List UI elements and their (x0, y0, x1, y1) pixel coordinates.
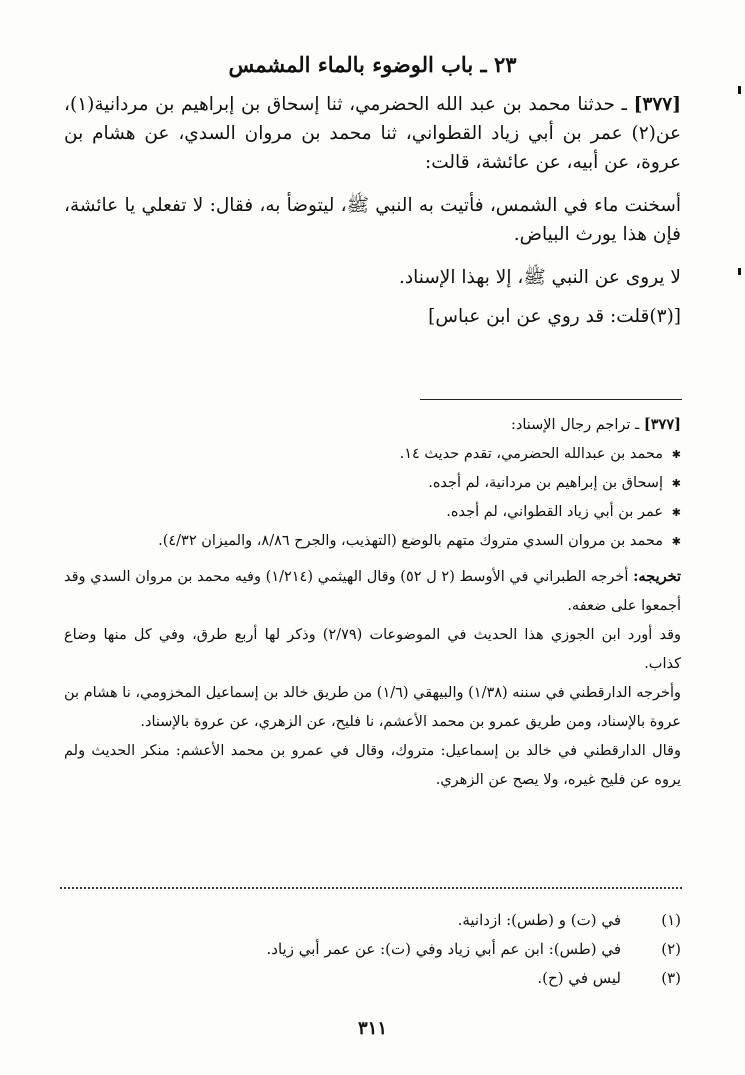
notes-heading-text: ـ تراجم رجال الإسناد: (511, 417, 640, 433)
notes-paragraph: وقال الدارقطني في خالد بن إسماعيل: متروك، وقال في عمرو بن محمد الأعشم: منكر الحديث ولم يروه عن فليح غيره، ولا يصح عن الزهري. (64, 743, 681, 788)
scan-edge-mark (738, 86, 741, 94)
scan-edge-mark (738, 268, 741, 275)
footnote-number: (١) (661, 911, 681, 929)
takhrij-paragraph (64, 562, 681, 621)
takhrij-label: تخريجه: (633, 568, 681, 585)
takhrij-text: أخرجه الطبراني في الأوسط (٢ ل ٥٢) وقال الهيثمي (١/٢١٤) وفيه محمد بن مروان السدي وقد أجمعوا على ضعفه. (64, 569, 681, 614)
notes-paragraph: وأخرجه الدارقطني في سننه (١/٣٨) والبيهقي (١/٦) من طريق خالد بن إسماعيل المخزومي، نا هشام بن عروة بالإسناد، ومن طريق عمرو بن محمد الأعشم، نا فليح، عن الزهري، عن عروة بالإسناد. (64, 685, 681, 730)
narrator-item: ✱ محمد بن مروان السدي متروك متهم بالوضع (التهذيب، والجرح ٨/٨٦، والميزان ٤/٣٢). (64, 527, 663, 556)
chapter-title: ٢٣ ـ باب الوضوء بالماء المشمس (228, 52, 517, 77)
isnad-paragraph (64, 90, 681, 177)
footnote-text: ليس في (ح). (537, 969, 621, 987)
footnotes (64, 906, 681, 993)
footnote-row (64, 964, 681, 993)
footnote-number: (٣) (661, 969, 681, 987)
notes-heading-number: [٣٧٧] (643, 416, 681, 433)
notes-heading (64, 410, 681, 440)
hadith-qultu: [(٣)قلت: قد روي عن ابن عباس] (428, 306, 681, 327)
narrator-item: ✱ عمر بن أبي زياد القطواني، لم أجده. (64, 498, 663, 527)
notes-paragraph: وقد أورد ابن الجوزي هذا الحديث في الموضوعات (٢/٧٩) وذكر لها أربع طرق، وفي كل منها وضاع كذاب. (64, 627, 682, 672)
commentary-notes (64, 410, 681, 795)
separator-line (420, 399, 682, 400)
footnote-number: (٢) (661, 940, 681, 958)
footnote-row (64, 906, 681, 935)
narrator-list (64, 440, 681, 556)
footnote-separator (60, 887, 682, 889)
hadith-isnad: ـ حدثنا محمد بن عبد الله الحضرمي، ثنا إسحاق بن إبراهيم بن مردانية(١)، عن(٢) عمر بن أبي زياد القطواني، ثنا محمد بن مروان السدي، عن هشام بن عروة، عن أبيه، عن عائشة، قالت: (64, 94, 681, 173)
footnote-text: في (طس): ابن عم أبي زياد وفي (ت): عن عمر أبي زياد. (266, 940, 621, 958)
footnote-text: في (ت) و (طس): ازدانية. (457, 911, 621, 929)
page-number: ٣١١ (357, 1018, 387, 1039)
footnote-row (64, 935, 681, 964)
narrator-item: ✱ إسحاق بن إبراهيم بن مردانية، لم أجده. (64, 469, 663, 498)
hadith-remark: لا يروى عن النبي ﷺ، إلا بهذا الإسناد. (398, 267, 681, 288)
narrator-item: ✱ محمد بن عبدالله الحضرمي، تقدم حديث ١٤. (64, 440, 663, 469)
hadith-text (64, 90, 681, 331)
hadith-number: [٣٧٧] (633, 94, 681, 115)
hadith-matn: أسخنت ماء في الشمس، فأتيت به النبي ﷺ، ليتوضأ به، فقال: لا تفعلي يا عائشة، فإن هذا يورث البياض. (64, 195, 681, 245)
